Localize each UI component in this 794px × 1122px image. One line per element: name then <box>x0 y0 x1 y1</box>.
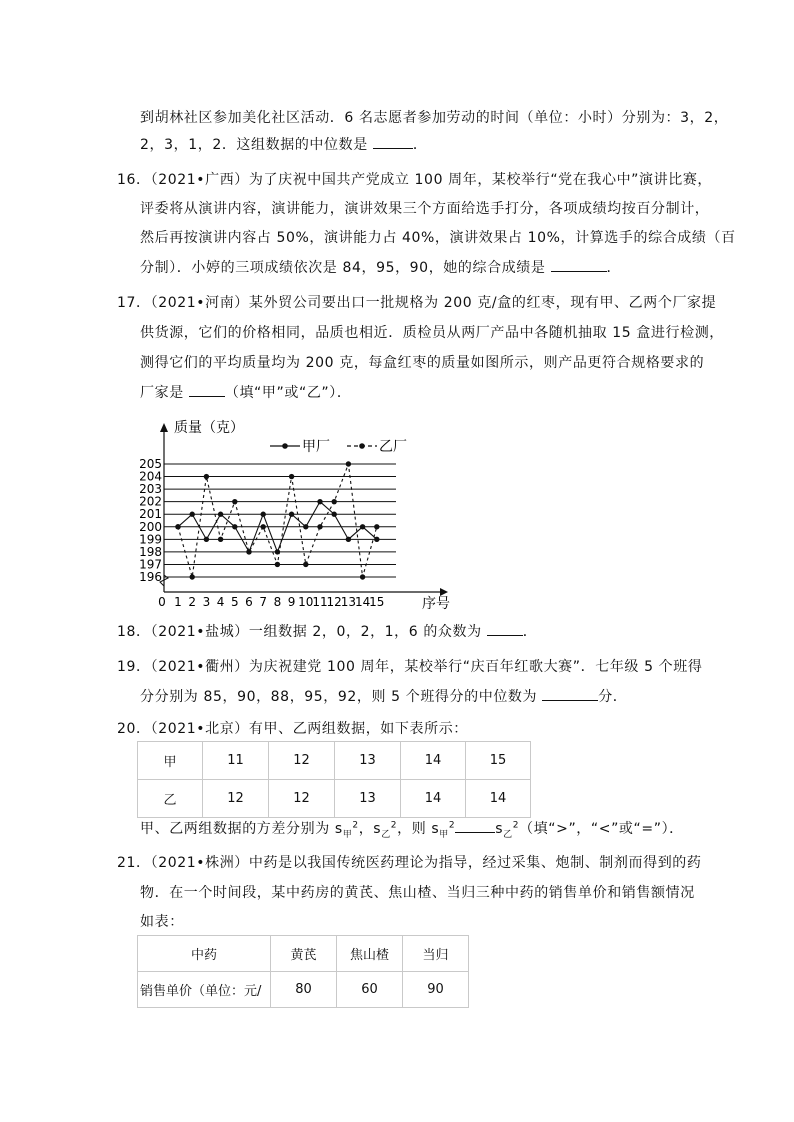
y-axis-label: 质量（克） <box>174 420 244 436</box>
sub-jia: 甲 <box>439 829 449 840</box>
x-tick-label: 12 <box>326 595 342 609</box>
quality-line-chart <box>139 420 470 612</box>
q18-end: ． <box>522 624 538 640</box>
table-cell: 12 <box>269 742 335 780</box>
x-tick-label: 6 <box>245 595 253 609</box>
y-tick-label: 198 <box>139 544 162 559</box>
q16-line2: 评委将从演讲内容，演讲能力，演讲效果三个方面给选手打分，各项成绩均按百分制计， <box>140 201 710 217</box>
data-point-yi <box>275 562 280 567</box>
sup-2: 2 <box>512 820 520 831</box>
q20-text-a: 甲、乙两组数据的方差分别为 s <box>140 821 343 837</box>
q17-line3: 测得它们的平均质量均为 200 克，每盒红枣的质量如图所示，则产品更符合规格要求的 <box>140 355 705 371</box>
legend-marker-jia <box>282 443 288 449</box>
data-point-jia <box>289 512 294 517</box>
q15-line1: 到胡林社区参加美化社区活动．6 名志愿者参加劳动的时间（单位：小时）分别为：3，2， <box>140 110 729 126</box>
q17-line4 <box>140 382 351 402</box>
x-origin-label: 0 <box>158 595 166 609</box>
q20-text-b: ，s <box>358 821 382 837</box>
q18-text: 18．（2021•盐城）一组数据 2，0，2，1，6 的众数为 <box>117 624 487 640</box>
x-tick-label: 2 <box>188 595 197 609</box>
sup-2: 2 <box>390 820 398 831</box>
table-cell: 12 <box>203 780 269 818</box>
table-header-cell: 黄芪 <box>271 936 337 972</box>
q19-end: 分． <box>598 689 628 705</box>
q15-line2 <box>140 134 428 154</box>
q17-text: 厂家是 <box>140 385 189 401</box>
data-point-yi <box>346 461 351 466</box>
q20-line1: 20．（2021•北京）有甲、乙两组数据，如下表所示： <box>117 721 468 737</box>
data-point-jia <box>317 499 322 504</box>
table-cell: 13 <box>335 742 401 780</box>
q19-text: 分分别为 85，90，88，95，92，则 5 个班得分的中位数为 <box>140 689 543 705</box>
y-tick-label: 199 <box>139 532 162 547</box>
data-point-jia <box>232 524 237 529</box>
table-row <box>138 936 469 972</box>
sup-2: 2 <box>448 820 456 831</box>
q18-answer-blank[interactable] <box>487 623 523 636</box>
q20-text-d: s <box>495 821 504 837</box>
q19-line1: 19．（2021•衢州）为庆祝建党 100 周年，某校举行“庆百年红歌大赛”．七年级 5 个班得 <box>117 659 703 675</box>
table-cell: 乙 <box>138 780 203 818</box>
y-axis-arrow <box>160 423 168 432</box>
table-cell: 90 <box>403 972 469 1008</box>
data-point-jia <box>204 537 209 542</box>
q16-line4 <box>140 257 621 277</box>
x-tick-label: 15 <box>369 595 385 609</box>
q17-line2: 供货源，它们的价格相同，品质也相近．质检员从两厂产品中各随机抽取 15 盒进行检测， <box>140 325 724 341</box>
sub-yi: 乙 <box>503 829 513 840</box>
q17-end: （填“甲”或“乙”）． <box>224 385 352 401</box>
data-point-yi <box>190 574 195 579</box>
data-point-jia <box>360 524 365 529</box>
table-cell: 12 <box>269 780 335 818</box>
sub-yi: 乙 <box>381 829 391 840</box>
table-row <box>138 780 531 818</box>
legend-label-jia: 甲厂 <box>302 439 330 455</box>
data-point-jia <box>346 537 351 542</box>
table-cell: 13 <box>335 780 401 818</box>
sub-jia: 甲 <box>342 829 353 840</box>
table-row <box>138 972 469 1008</box>
sup-2: 2 <box>352 820 359 831</box>
q18-line1 <box>117 621 537 641</box>
data-point-yi <box>317 524 322 529</box>
x-tick-label: 11 <box>312 595 328 609</box>
q15-end: ． <box>412 137 428 153</box>
data-point-yi <box>246 549 251 554</box>
x-tick-label: 3 <box>202 595 211 609</box>
q20-data-table <box>137 741 531 818</box>
x-tick-label: 9 <box>287 595 296 609</box>
data-point-yi <box>303 562 308 567</box>
x-tick-label: 10 <box>298 595 314 609</box>
y-tick-label: 200 <box>139 519 162 534</box>
y-tick-label: 201 <box>139 507 162 522</box>
x-tick-label: 5 <box>230 595 239 609</box>
table-cell: 14 <box>466 780 531 818</box>
y-tick-label: 196 <box>139 570 162 584</box>
q21-line3: 如表： <box>140 914 184 930</box>
x-tick-label: 1 <box>174 595 182 609</box>
y-tick-label: 205 <box>139 457 162 471</box>
table-header-cell: 中药 <box>138 936 271 972</box>
y-tick-label: 197 <box>139 557 162 572</box>
q20-text-c: ，则 s <box>397 821 440 837</box>
q17-answer-blank[interactable] <box>189 384 225 397</box>
data-point-jia <box>190 512 195 517</box>
table-header-cell: 当归 <box>403 936 469 972</box>
q21-sales-table <box>137 935 469 1008</box>
table-cell: 60 <box>337 972 403 1008</box>
data-point-jia <box>374 537 379 542</box>
y-tick-label: 204 <box>139 469 162 484</box>
q19-line2 <box>140 686 627 706</box>
x-tick-label: 14 <box>354 595 371 609</box>
data-point-yi <box>175 524 180 529</box>
q21-line2: 物．在一个时间段，某中药房的黄芪、焦山楂、当归三种中药的销售单价和销售额情况 <box>140 885 695 901</box>
table-cell: 15 <box>466 742 531 780</box>
q20-text-e: （填“>”，“<”或“=”）． <box>519 821 684 837</box>
data-point-yi <box>261 524 266 529</box>
x-tick-label: 13 <box>340 595 357 609</box>
q21-line1: 21．（2021•株洲）中药是以我国传统医药理论为指导，经过采集、炮制、制剂而得到的药 <box>117 855 702 871</box>
data-point-jia <box>261 512 266 517</box>
data-point-jia <box>332 512 337 517</box>
table-cell: 14 <box>401 780 466 818</box>
series-line-yi <box>178 464 377 577</box>
legend-label-yi: 乙厂 <box>379 439 407 455</box>
legend-marker-yi <box>359 443 365 449</box>
q16-line1: 16．（2021•广西）为了庆祝中国共产党成立 100 周年，某校举行“党在我心中”演讲比赛， <box>117 172 713 188</box>
q15-answer-blank[interactable] <box>373 136 413 149</box>
table-cell: 80 <box>271 972 337 1008</box>
data-point-yi <box>289 474 294 479</box>
data-point-yi <box>204 474 209 479</box>
data-point-jia <box>218 512 223 517</box>
q19-answer-blank[interactable] <box>542 688 598 701</box>
table-cell: 14 <box>401 742 466 780</box>
table-cell: 11 <box>203 742 269 780</box>
q16-text: 分制）．小婷的三项成绩依次是 84，95，90，她的综合成绩是 <box>140 260 551 276</box>
table-header-cell: 焦山楂 <box>337 936 403 972</box>
x-axis-label: 序号 <box>422 596 450 612</box>
x-axis-arrow <box>440 588 448 596</box>
q16-end: ． <box>606 260 622 276</box>
table-cell: 销售单价（单位：元/ <box>138 972 271 1008</box>
x-tick-label: 7 <box>259 595 268 609</box>
data-point-jia <box>303 524 308 529</box>
y-tick-label: 202 <box>139 494 162 509</box>
q16-answer-blank[interactable] <box>551 259 607 272</box>
table-cell: 甲 <box>138 742 203 780</box>
x-tick-label: 8 <box>273 595 282 609</box>
q17-line1: 17．（2021•河南）某外贸公司要出口一批规格为 200 克/盒的红枣，现有甲、乙两个厂家提 <box>117 295 717 311</box>
data-point-yi <box>332 499 337 504</box>
data-point-yi <box>232 499 237 504</box>
x-tick-label: 4 <box>216 595 225 609</box>
data-point-yi <box>374 524 379 529</box>
q20-after-line <box>140 818 684 840</box>
q15-text: 2，3，1，2．这组数据的中位数是 <box>140 137 373 153</box>
y-tick-label: 203 <box>139 482 162 497</box>
data-point-yi <box>360 574 365 579</box>
q16-line3: 然后再按演讲内容占 50%，演讲能力占 40%，演讲效果占 10%，计算选手的综合成绩（百 <box>140 230 736 246</box>
data-point-yi <box>218 537 223 542</box>
q20-answer-blank[interactable] <box>455 820 495 833</box>
table-row <box>138 742 531 780</box>
